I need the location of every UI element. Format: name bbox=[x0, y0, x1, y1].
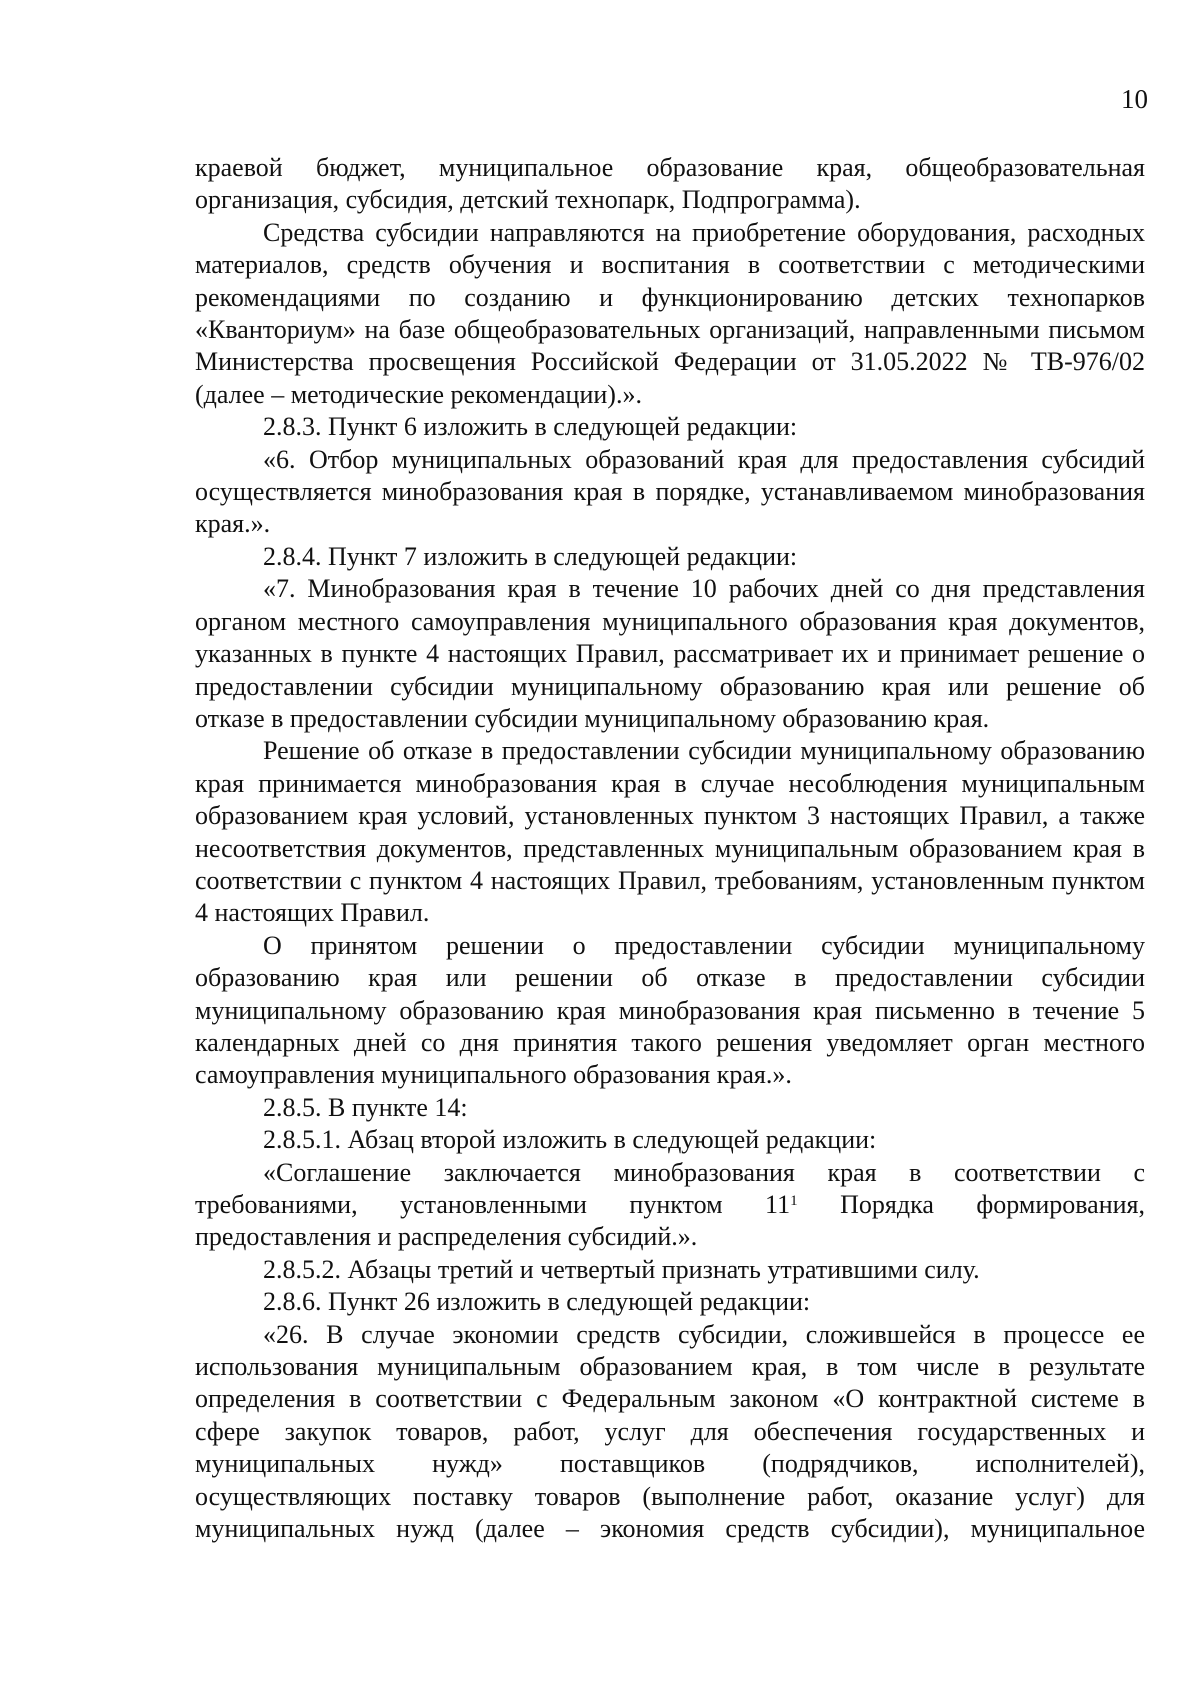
paragraph-2-8-4: 2.8.4. Пункт 7 изложить в следующей редакции: bbox=[263, 541, 798, 571]
document-body bbox=[195, 152, 1145, 1545]
paragraph-item-26: «26. В случае экономии средств субсидии, сложившейся в процессе ее использования муниципальным образованием края, в том числе в результате определения в соответствии с Федеральным законом «О контрактной системе в сфере закупок товаров, работ, услуг для обеспечения государственных и муниципальных нужд» поставщиков (подрядчиков, исполнителей), осуществляющих поставку товаров (выполнение работ, оказание услуг) для муниципальных нужд (далее – экономия средств субсидии), муниципальное bbox=[195, 1319, 1145, 1544]
page-number: 10 bbox=[1121, 84, 1148, 114]
paragraph-decision-notice: О принятом решении о предоставлении субсидии муниципальному образованию края или решении об отказе в предоставлении субсидии муниципальному образованию края минобразования края письменно в течение 5 календарных дней со дня принятия такого решения уведомляет орган местного самоуправления муниципального образования края.». bbox=[195, 930, 1145, 1090]
agreement-text-before: «Соглашение заключается минобразования края в соответствии с требованиями, установленными пунктом 11 bbox=[195, 1157, 1145, 1219]
paragraph-item-7: «7. Минобразования края в течение 10 рабочих дней со дня представления органом местного самоуправления муниципального образования края документов, указанных в пункте 4 настоящих Правил, рассматривает их и принимает решение о предоставлении субсидии муниципальному образованию края или решение об отказе в предоставлении субсидии муниципальному образованию края. bbox=[195, 574, 1145, 733]
paragraph-2-8-5: 2.8.5. В пункте 14: bbox=[263, 1092, 468, 1122]
paragraph-subsidy-funds: Средства субсидии направляются на приобретение оборудования, расходных материалов, средств обучения и воспитания в соответствии с методическими рекомендациями по созданию и функционированию детских технопарков «Кванториум» на базе общеобразовательных организаций, направленными письмом Министерства просвещения Российской Федерации от 31.05.2022 № ТВ-976/02 (далее – методические рекомендации).». bbox=[195, 217, 1145, 409]
paragraph-2-8-5-2: 2.8.5.2. Абзацы третий и четвертый признать утратившими силу. bbox=[263, 1254, 980, 1284]
paragraph-refusal-decision: Решение об отказе в предоставлении субсидии муниципальному образованию края принимается минобразования края в случае несоблюдения муниципальным образованием края условий, установленных пунктом 3 настоящих Правил, а также несоответствия документов, представленных муниципальным образованием края в соответствии с пунктом 4 настоящих Правил, требованиям, установленным пунктом 4 настоящих Правил. bbox=[195, 736, 1145, 928]
paragraph-2-8-6: 2.8.6. Пункт 26 изложить в следующей редакции: bbox=[263, 1287, 811, 1317]
paragraph-agreement bbox=[195, 1157, 1145, 1254]
paragraph-item-6: «6. Отбор муниципальных образований края для предоставления субсидий осуществляется минобразования края в порядке, устанавливаемом минобразования края.». bbox=[195, 444, 1145, 539]
paragraph-2-8-5-1: 2.8.5.1. Абзац второй изложить в следующей редакции: bbox=[263, 1125, 877, 1155]
agreement-text-after: Порядка формирования, предоставления и распределения субсидий.». bbox=[195, 1190, 1146, 1252]
footnote-superscript: 1 bbox=[790, 1192, 798, 1209]
paragraph-continuation: краевой бюджет, муниципальное образование края, общеобразовательная организация, субсидия, детский технопарк, Подпрограмма). bbox=[195, 153, 1145, 215]
paragraph-2-8-3: 2.8.3. Пункт 6 изложить в следующей редакции: bbox=[263, 412, 798, 442]
